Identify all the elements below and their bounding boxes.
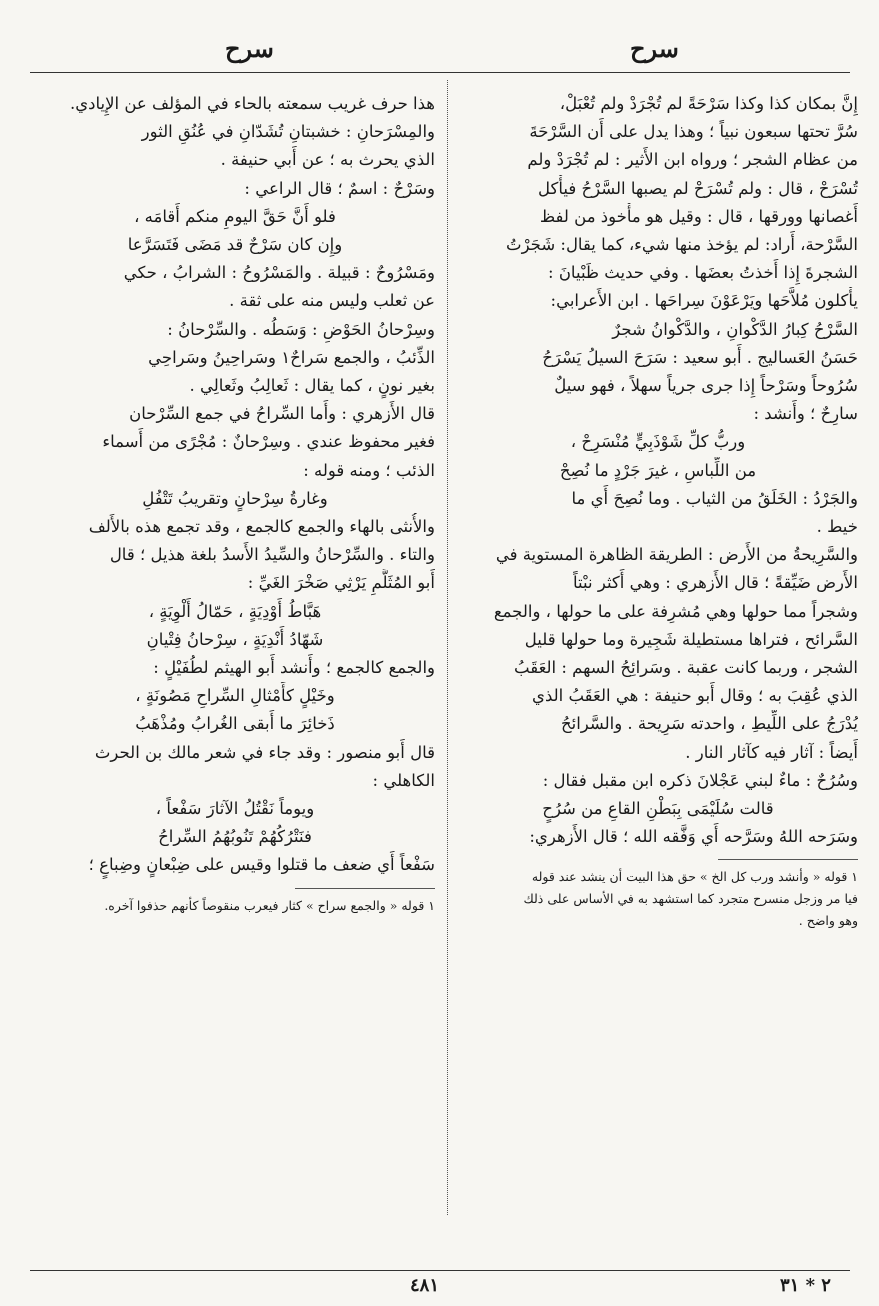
text-line: هذا حرف غريب سمعته بالحاء في المؤلف عن الإِيادي.: [69, 94, 435, 113]
text-line: والمِسْرَحانِ : خشبتانِ تُشَدّانِ في عُنُقِ الثور: [141, 122, 435, 142]
header-rule: [30, 72, 850, 73]
text-line: السَّرائح ، فتراها مستطيلة شَجِيرة وما حولها قليل: [524, 629, 858, 649]
verse-line: ويوماً نَقْتُلُ الآثارَ سَفْعاً ،: [155, 799, 315, 819]
footnote-rule: [718, 859, 858, 860]
text-line: سارِحٌ ؛ وأَنشد :: [753, 404, 858, 424]
text-line: وسَرْحٌ : اسمٌ ؛ قال الراعي :: [244, 178, 435, 198]
text-line: حَسَنُ العَساليج . أَبو سعيد : سَرَحَ السيلُ يَسْرَحُ: [542, 347, 858, 367]
text-line: الشجر ، وربما كانت عقبة . وسَرائِحُ السهم : العَقَبُ: [514, 658, 858, 678]
verse-line: ذَخائِرَ ما أَبقى الغُرابُ ومُذْهَبُ: [135, 714, 335, 734]
verse-line: من اللِّباسِ ، غيرَ جَرْدٍ ما نُصِحْ: [559, 460, 757, 480]
page-footer: [0, 1275, 879, 1305]
text-line: الذئب ؛ ومنه قوله :: [303, 460, 435, 480]
text-line: سَفْعاً أَي ضعف ما قتلوا وقيس على ضِبْعانٍ وضِباعٍ ؛: [88, 855, 435, 875]
text-line: وسِرْحانُ الحَوْضِ : وَسَطُه . والسِّرْحانُ :: [167, 319, 435, 339]
text-line: من عظام الشجر ؛ ورواه ابن الأَثير : لم تُجْرَدْ ولم: [527, 150, 858, 170]
text-line: أَبو المُثَلَّمِ يَرْثِي صَخْرَ الغَيِّ :: [247, 573, 435, 593]
verse-line: قالت سُلَيْمَى بِبَطْنِ القاعِ من سُرُحٍ: [542, 799, 774, 819]
text-line: أَغصانها وورقها ، قال : وقيل هو مأْخوذ من لفظ: [539, 206, 858, 226]
text-line: بغير نونٍ ، كما يقال : ثَعالِبُ وثَعالِي .: [189, 376, 435, 396]
column-divider: [447, 80, 448, 1215]
headword-right: سرح: [630, 34, 679, 63]
text-line: قال أَبو منصور : وقد جاء في شعر مالك بن الحرث: [94, 742, 435, 762]
footnote-line: فيا مر وزجل منسرح متجرد كما استشهد به في الأساس على ذلك: [523, 891, 858, 907]
text-line: فغير محفوظ عندي . وسِرْحانٌ : مُجْرًى من أَسماء: [102, 432, 435, 452]
text-line: الأَرض ضَيِّقةً ؛ قال الأَزهري : وهي أَكثر نبْتاً: [573, 573, 858, 593]
text-line: سُرَّ تحتها سبعون نبياً ؛ وهذا يدل على أَن السَّرْحَةَ: [529, 122, 858, 142]
text-line: تُسْرَحْ ، قال : ولم تُسْرَحْ لم يصبها السَّرْحُ فيأْكل: [538, 178, 858, 198]
verse-line: وإِن كان سَرْحٌ قد مَضَى فَتَسَرَّعا: [127, 235, 343, 255]
text-line: ومَسْرُوحٌ : قبيلة . والمَسْرُوحُ : الشرابُ ، حكي: [123, 263, 435, 283]
verse-line: فنَتْرُكُهُمْ تَنُوبُهُمُ السِّراحُ: [158, 827, 312, 847]
text-line: والجمع كالجمع ؛ وأَنشد أَبو الهيثم لطُفَيْلٍ :: [153, 658, 435, 678]
verse-line: وخَيْلٍ كأَمْثالِ السِّراحِ مَصُونَةٍ ،: [135, 686, 335, 706]
footer-rule: [30, 1270, 850, 1271]
signature-mark: ٢ * ٣١: [780, 1275, 831, 1296]
text-line: والجَرْدُ : الخَلَقُ من الثياب . وما نُصِحَ أَي ما: [571, 488, 858, 508]
text-line: قال الأَزهري : وأَما السِّراحُ في جمع السِّرْحان: [129, 404, 435, 424]
footnote-rule: [295, 888, 435, 889]
text-line: يُدْرَجُ على اللِّيطِ ، واحدته سَرِيحة . والسَّرائحُ: [560, 714, 858, 734]
text-line: وسَرَحه اللهُ وسَرَّحه أَي وَفَّقه الله ؛ قال الأَزهري:: [529, 827, 858, 847]
text-line: وشجراً مما حولها وهي مُشرِفة على ما حولها ، والجمع: [493, 601, 858, 621]
verse-line: وربُّ كلِّ شَوْذَبِيٍّ مُنْسَرِحْ ،: [570, 432, 746, 452]
text-line: الكاهلي :: [372, 770, 435, 790]
text-line: وسُرُحٌ : ماءٌ لبني عَجْلانَ ذكره ابن مقبل فقال :: [542, 770, 858, 790]
verse-line: فلو أَنَّ حَقَّ اليومِ منكم أَقامَه ،: [134, 206, 336, 226]
page-number: ٤٨١: [410, 1275, 440, 1296]
text-line: سُرُوحاً وسَرْحاً إِذا جرى جرياً سهلاً ، فهو سيلٌ: [554, 376, 858, 396]
text-line: الذي عُقِبَ به ؛ وقال أَبو حنيفة : هي العَقَبُ الذي: [532, 686, 858, 706]
text-line: عن ثعلب وليس منه على ثقة .: [229, 291, 435, 311]
verse-line: وغارةُ سِرْحانٍ وتقريبُ تَتْفُلِ: [142, 488, 328, 508]
verse-line: هَبَّاطُ أَوْدِيَةٍ ، حَمّالُ أَلْوِيَةٍ ،: [148, 601, 322, 621]
text-line: الذي يحرث به ؛ عن أَبي حنيفة .: [220, 150, 435, 170]
text-line: يأْكلون مُلاَّحَها ويَرْعَوْنَ سِراحَها . ابن الأَعرابي:: [550, 291, 858, 311]
page-header: [0, 22, 879, 82]
text-line: أَيضاً : آثار فيه كآثار النار .: [685, 742, 858, 762]
text-line: الشجرةَ إِذا أَخذتُ بعضَها . وفي حديث ظَبْيانَ :: [548, 263, 858, 283]
text-line: الذِّئبُ ، والجمع سَراحٌ١ وسَراحِينُ وسَراحِي: [148, 347, 435, 367]
text-line: السَّرْحة، أَراد: لم يؤخذ منها شيء، كما يقال: شَجَرْتُ: [506, 235, 858, 255]
text-line: إِنَّ بمكان كذا وكذا سَرْحَةً لم تُجْرَدْ ولم تُعْبَلْ،: [559, 94, 858, 113]
verse-line: شَهّادُ أَنْدِيَةٍ ، سِرْحانُ فِتْيانِ: [146, 629, 324, 649]
footnote-line: ١ قوله « وأنشد ورب كل الخ » حق هذا البيت أن ينشد عند قوله: [531, 869, 858, 885]
headword-left: سرح: [225, 34, 274, 63]
footnote-line: ١ قوله « والجمع سراح » كثار فيعرب منقوصاً كأنهم حذفوا آخره.: [104, 897, 435, 913]
right-column: [458, 90, 858, 932]
text-line: والتاء . والسِّرْحانُ والسِّيدُ الأَسدُ بلغة هذيل ؛ قال: [109, 545, 435, 565]
left-column: [35, 90, 435, 917]
text-line: والسَّرِيحةُ من الأَرض : الطريقة الظاهرة المستوية في: [495, 545, 858, 565]
text-line: خيط .: [816, 517, 858, 537]
text-line: والأُنثى بالهاء والجمع كالجمع ، وقد تجمع هذه بالأَلف: [88, 517, 435, 537]
text-line: السَّرْحُ كِبارُ الدَّكْوانِ ، والدَّكْوانُ شجرٌ: [612, 319, 858, 339]
footnote-line: وهو واضح .: [798, 913, 858, 929]
